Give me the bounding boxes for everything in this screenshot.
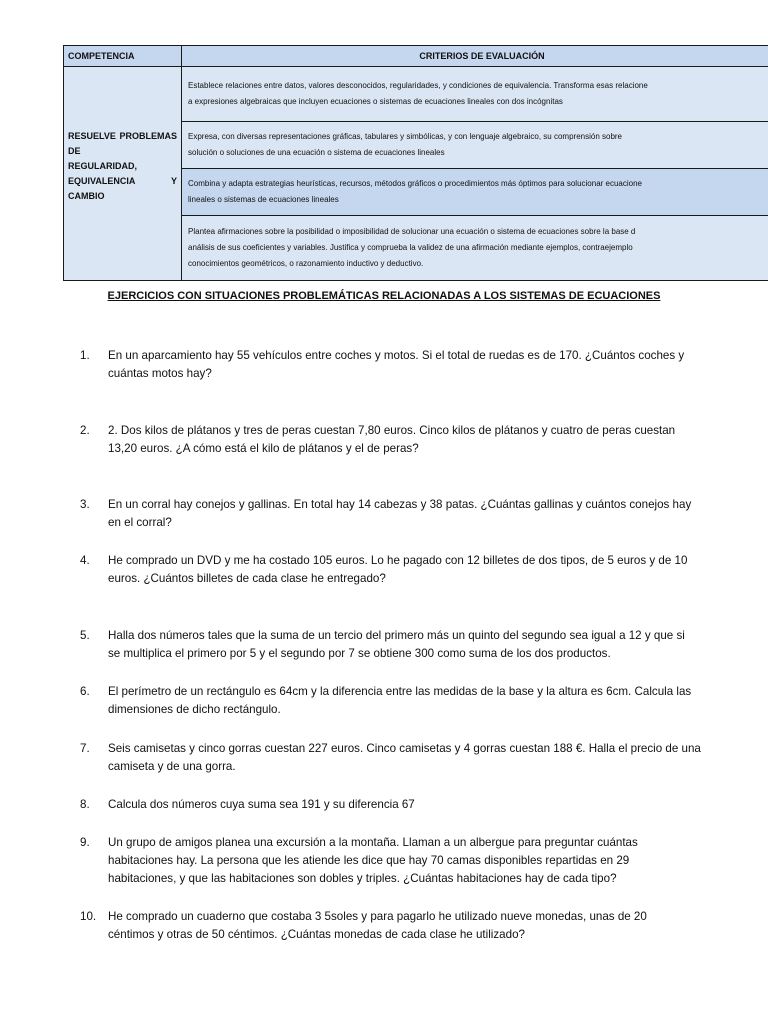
criterio-cell <box>182 67 768 122</box>
exercise-line: Halla dos números tales que la suma de un tercio del primero más un quinto del segundo sea igual a 12 y que si <box>108 629 685 642</box>
criterio-line: Expresa, con diversas representaciones gráficas, tabulares y simbólicas, y con lenguaje algebraico, su comprensión sobre <box>188 132 623 141</box>
exercise-number: 5. <box>80 629 90 642</box>
exercise-item <box>80 683 740 719</box>
exercise-line: En un corral hay conejos y gallinas. En total hay 14 cabezas y 38 patas. ¿Cuántas gallinas y cuántos conejos hay <box>108 498 692 511</box>
exercise-number: 4. <box>80 554 90 567</box>
exercise-number: 8. <box>80 798 90 811</box>
competencia-line: EQUIVALENCIA Y <box>68 176 177 186</box>
exercise-item <box>80 908 740 944</box>
criterio-line: Combina y adapta estrategias heurísticas, recursos, métodos gráficos o procedimientos más óptimos para solucionar ecuacione <box>188 179 643 188</box>
exercise-number: 2. <box>80 424 90 437</box>
page-title: EJERCICIOS CON SITUACIONES PROBLEMÁTICAS RELACIONADAS A LOS SISTEMAS DE ECUACIONES <box>107 290 661 302</box>
exercise-number: 9. <box>80 836 90 849</box>
criterio-line: Establece relaciones entre datos, valores desconocidos, regularidades, y condiciones de equivalencia. Transforma esas relacione <box>188 81 648 90</box>
exercise-number: 7. <box>80 742 90 755</box>
header-competencia: COMPETENCIA <box>64 46 182 67</box>
exercise-item <box>80 496 740 532</box>
header-criterios: CRITERIOS DE EVALUACIÓN <box>182 46 768 67</box>
exercise-line: habitaciones hay. La persona que les atiende les dice que hay 70 camas disponibles repartidas en 29 <box>108 854 630 867</box>
exercise-line: habitaciones, y que las habitaciones son dobles y triples. ¿Cuántas habitaciones hay de cada tipo? <box>108 872 617 885</box>
exercise-item <box>80 740 740 776</box>
competency-table <box>63 45 768 281</box>
exercise-item <box>80 347 740 383</box>
exercise-line: El perímetro de un rectángulo es 64cm y la diferencia entre las medidas de la base y la altura es 6cm. Calcula las <box>108 685 692 698</box>
exercise-line: En un aparcamiento hay 55 vehículos entre coches y motos. Si el total de ruedas es de 170. ¿Cuántos coches y <box>108 349 685 362</box>
competencia-line: RESUELVE PROBLEMAS DE <box>68 131 177 156</box>
exercise-item <box>80 552 740 588</box>
exercise-number: 6. <box>80 685 90 698</box>
exercise-line: camiseta y de una gorra. <box>108 760 236 773</box>
criterio-cell <box>182 216 768 281</box>
criterio-line: conocimientos geométricos, o razonamiento inductivo y deductivo. <box>188 259 424 268</box>
exercise-item <box>80 796 740 814</box>
criterio-line: Plantea afirmaciones sobre la posibilidad o imposibilidad de solucionar una ecuación o sistema de ecuaciones sobre la base d <box>188 227 636 236</box>
table-header-row <box>64 46 768 67</box>
competencia-cell <box>64 67 182 281</box>
exercise-line: He comprado un cuaderno que costaba 3 5soles y para pagarlo he utilizado nueve monedas, unas de 20 <box>108 910 647 923</box>
exercise-line: euros. ¿Cuántos billetes de cada clase he entregado? <box>108 572 386 585</box>
exercise-line: 2. Dos kilos de plátanos y tres de peras cuestan 7,80 euros. Cinco kilos de plátanos y cuatro de peras cuestan <box>108 424 676 437</box>
exercise-item <box>80 627 740 663</box>
exercise-item <box>80 834 740 888</box>
exercise-number: 1. <box>80 349 90 362</box>
table-row <box>64 67 768 122</box>
competencia-line: CAMBIO <box>68 191 105 201</box>
exercise-line: dimensiones de dicho rectángulo. <box>108 703 281 716</box>
criterio-line: a expresiones algebraicas que incluyen ecuaciones o sistemas de ecuaciones lineales con dos incógnitas <box>188 97 563 106</box>
exercise-line: Calcula dos números cuya suma sea 191 y su diferencia 67 <box>108 798 415 811</box>
exercise-line: se multiplica el primero por 5 y el segundo por 7 se obtiene 300 como suma de los dos productos. <box>108 647 611 660</box>
exercise-line: He comprado un DVD y me ha costado 105 euros. Lo he pagado con 12 billetes de dos tipos, de 5 euros y de 10 <box>108 554 688 567</box>
exercise-number: 3. <box>80 498 90 511</box>
exercise-line: cuántas motos hay? <box>108 367 212 380</box>
exercise-line: 13,20 euros. ¿A cómo está el kilo de plátanos y el de peras? <box>108 442 419 455</box>
criterio-cell <box>182 169 768 216</box>
exercise-number: 10. <box>80 910 97 923</box>
criterio-line: lineales o sistemas de ecuaciones lineales <box>188 195 339 204</box>
exercise-line: Un grupo de amigos planea una excursión a la montaña. Llaman a un albergue para preguntar cuántas <box>108 836 638 849</box>
exercise-line: Seis camisetas y cinco gorras cuestan 227 euros. Cinco camisetas y 4 gorras cuestan 188 €. Halla el precio de una <box>108 742 701 755</box>
exercise-line: céntimos y otras de 50 céntimos. ¿Cuántas monedas de cada clase he utilizado? <box>108 928 525 941</box>
criterio-cell <box>182 122 768 169</box>
exercise-line: en el corral? <box>108 516 172 529</box>
criterio-line: solución o soluciones de una ecuación o sistema de ecuaciones lineales <box>188 148 445 157</box>
competencia-line: REGULARIDAD, <box>68 161 137 171</box>
exercise-item <box>80 422 740 458</box>
criterio-line: análisis de sus coeficientes y variables. Justifica y comprueba la validez de una afirmación mediante ejemplos, contraejemplo <box>188 243 633 252</box>
